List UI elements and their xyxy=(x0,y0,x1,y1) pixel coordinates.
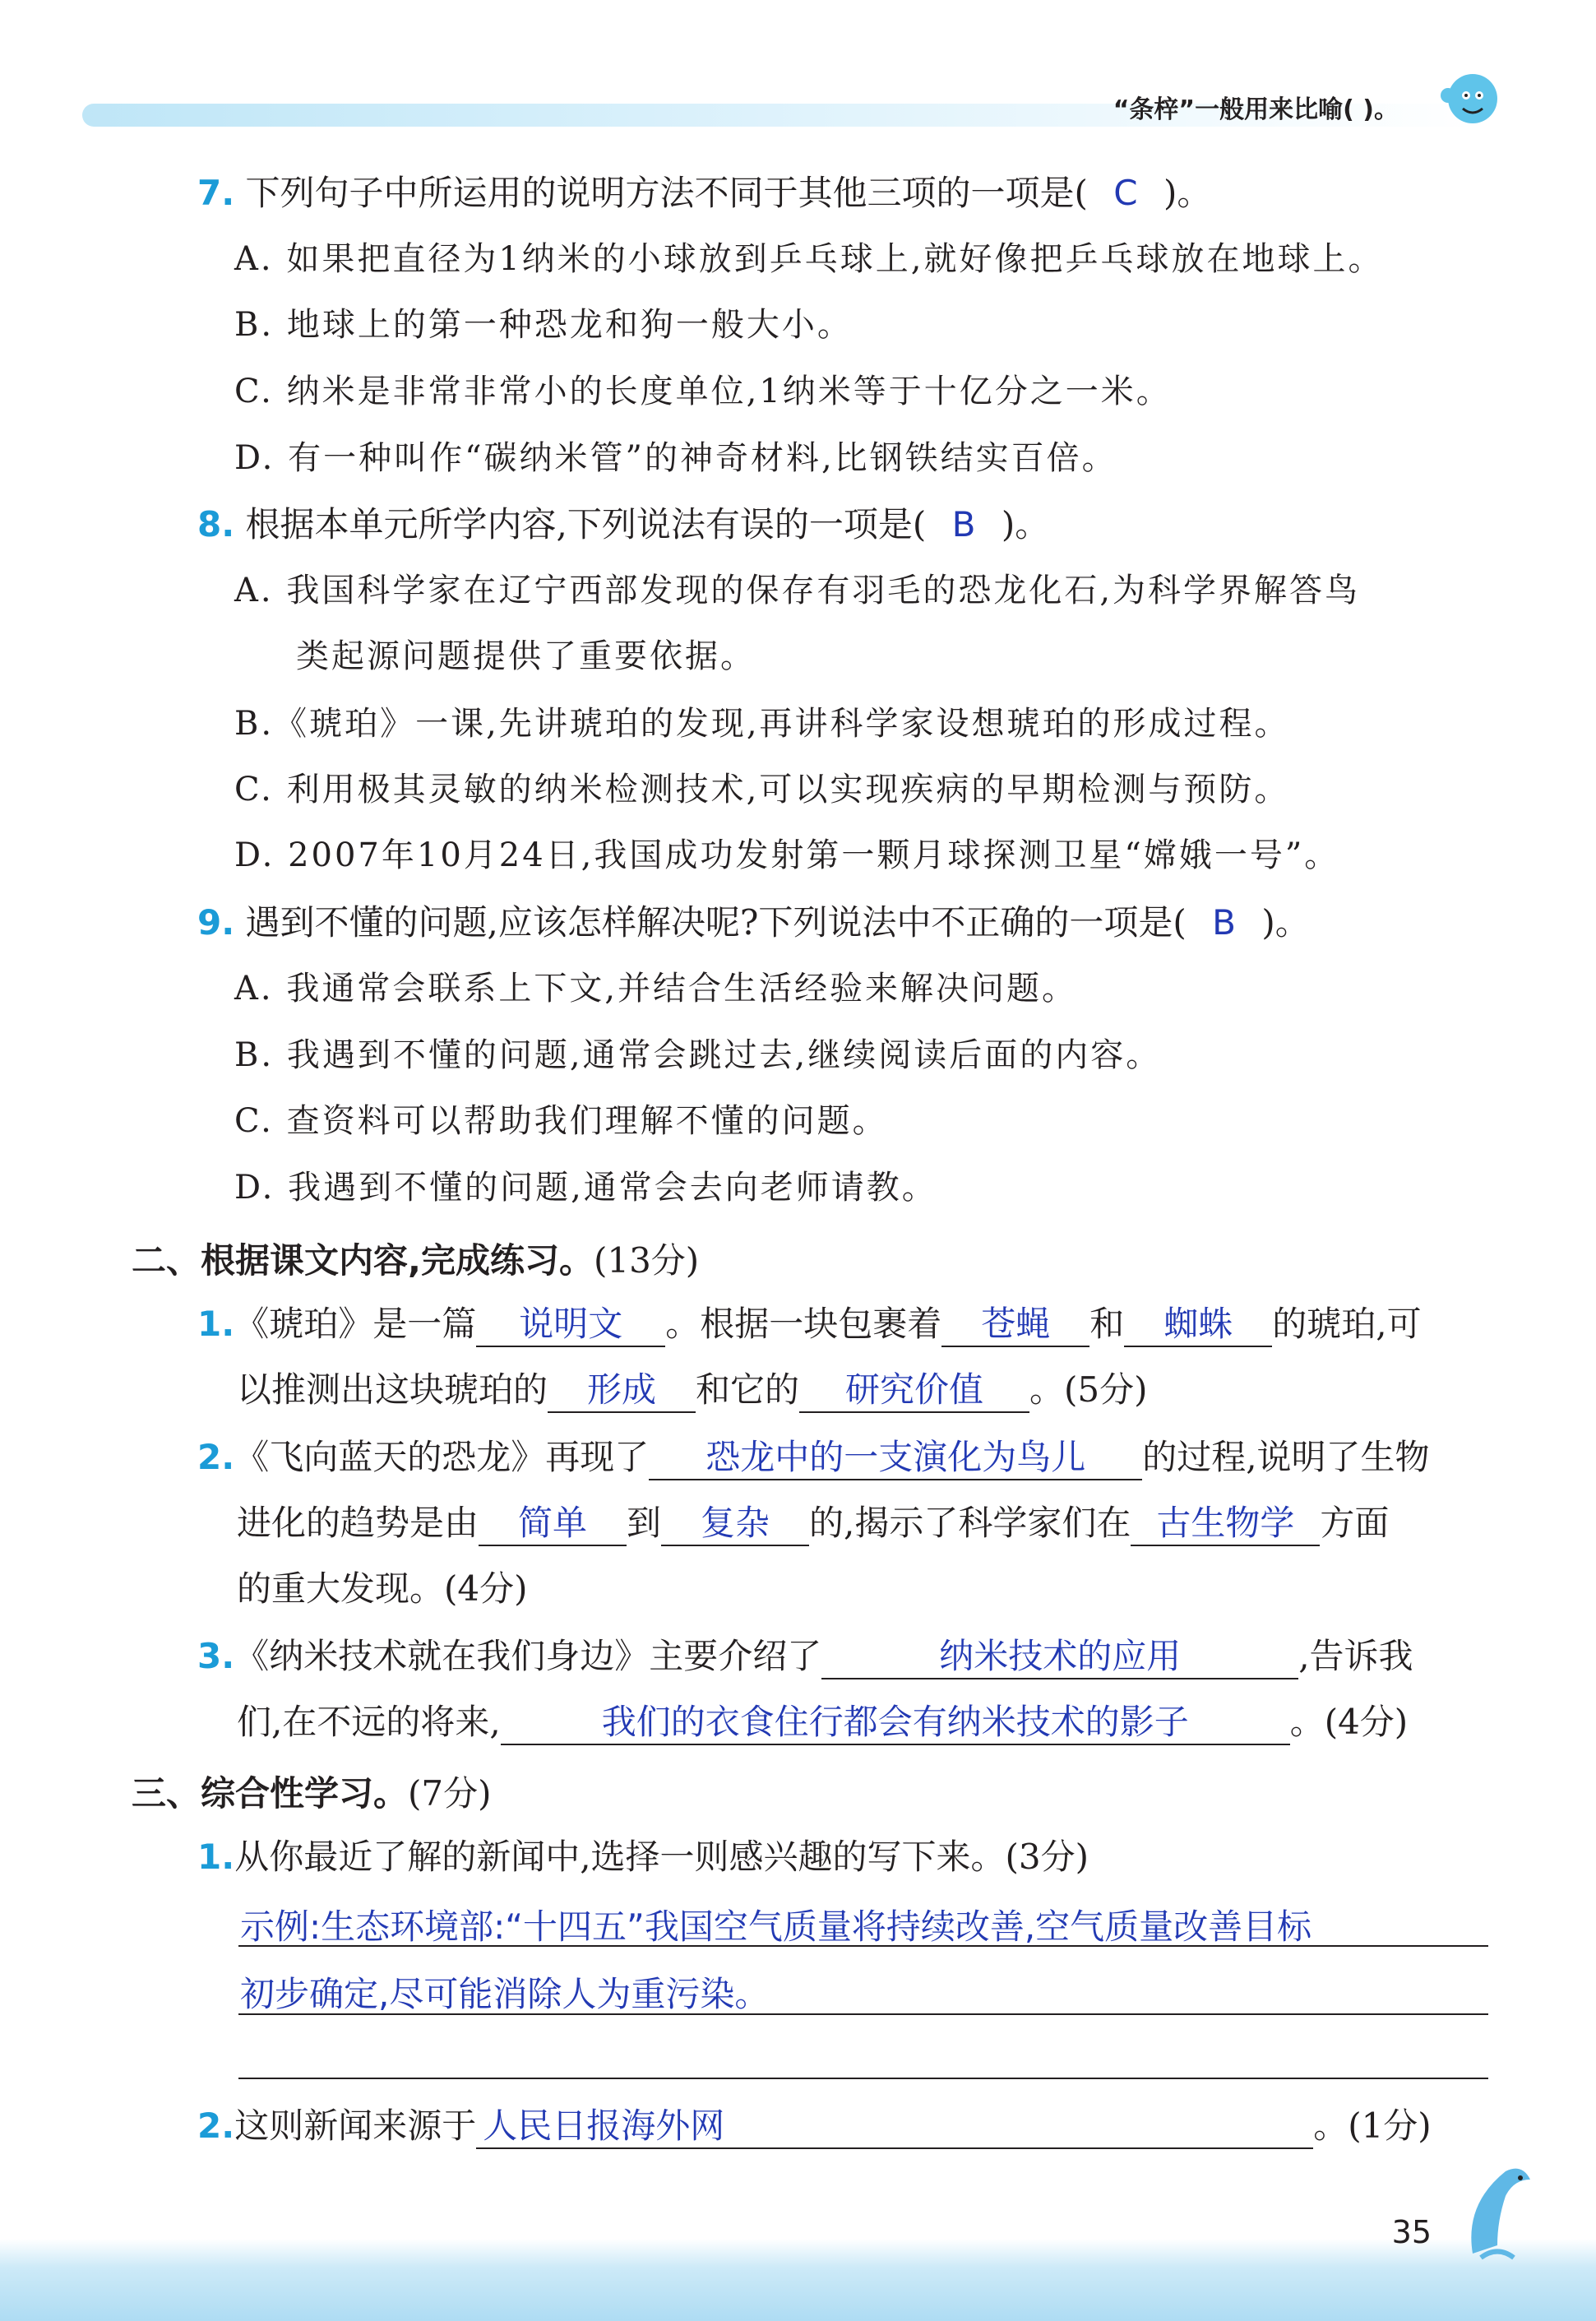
section-3-title: 三、综合性学习。(7分) xyxy=(132,1773,492,1814)
answer-blank: 恐龙中的一支演化为鸟儿 xyxy=(649,1436,1142,1480)
question-text: 下列句子中所运用的说明方法不同于其他三项的一项是( xyxy=(245,173,1088,213)
option-b: B. 我遇到不懂的问题,通常会跳过去,继续阅读后面的内容。 xyxy=(234,1036,1162,1074)
question-8: 8. 根据本单元所学内容,下列说法有误的一项是( B )。 xyxy=(197,504,1050,544)
option-a: A. 我通常会联系上下文,并结合生活经验来解决问题。 xyxy=(234,970,1078,1008)
fill-item-3: 3.《纳米技术就在我们身边》主要介绍了 纳米技术的应用 ,告诉我 xyxy=(197,1632,1413,1681)
answer-blank: 纳米技术的应用 xyxy=(821,1635,1298,1679)
comprehensive-item-2: 2.这则新闻来源于 人民日报海外网 。(1分) xyxy=(197,2101,1432,2151)
fill-item-2-line-2: 进化的趋势是由 简单 到 复杂 的,揭示了科学家们在 古生物学 方面 xyxy=(237,1499,1389,1548)
page-number: 35 xyxy=(1391,2214,1432,2250)
option-a: A. 如果把直径为1纳米的小球放到乒乓球上,就好像把乒乓球放在地球上。 xyxy=(234,240,1384,278)
header-note: “条梓”一般用来比喻( )。 xyxy=(1113,95,1399,124)
option-a-continued: 类起源问题提供了重要依据。 xyxy=(296,637,756,675)
option-c: C. 查资料可以帮助我们理解不懂的问题。 xyxy=(234,1102,888,1140)
answer-blank: 我们的衣食住行都会有纳米技术的影子 xyxy=(501,1701,1290,1745)
fill-item-2: 2.《飞向蓝天的恐龙》再现了 恐龙中的一支演化为鸟儿 的过程,说明了生物 xyxy=(197,1433,1430,1482)
dolphin-icon xyxy=(1448,2155,1547,2270)
option-c: C. 利用极其灵敏的纳米检测技术,可以实现疾病的早期检测与预防。 xyxy=(234,771,1290,808)
answer-choice: B xyxy=(1212,902,1236,943)
writing-line xyxy=(238,1945,1488,1947)
question-text: 根据本单元所学内容,下列说法有误的一项是( xyxy=(245,504,927,544)
answer-blank: 复杂 xyxy=(661,1502,809,1546)
writing-line xyxy=(238,2078,1488,2079)
answer-blank: 蜘蛛 xyxy=(1124,1303,1272,1347)
option-c: C. 纳米是非常非常小的长度单位,1纳米等于十亿分之一米。 xyxy=(234,373,1172,410)
written-answer-line-2: 初步确定,尽可能消除人为重污染。 xyxy=(240,1974,770,2014)
fill-item-2-line-3: 的重大发现。(4分) xyxy=(237,1568,528,1609)
answer-blank: 人民日报海外网 xyxy=(476,2105,1313,2149)
option-a: A. 我国科学家在辽宁西部发现的保存有羽毛的恐龙化石,为科学界解答鸟 xyxy=(234,572,1361,609)
written-answer-line-1: 示例:生态环境部:“十四五”我国空气质量将持续改善,空气质量改善目标 xyxy=(240,1906,1312,1947)
question-text: 遇到不懂的问题,应该怎样解决呢?下列说法中不正确的一项是( xyxy=(245,902,1187,943)
question-7: 7. 下列句子中所运用的说明方法不同于其他三项的一项是( C )。 xyxy=(197,173,1212,213)
monkey-mascot-icon xyxy=(1430,59,1506,135)
footer-band xyxy=(0,2239,1596,2321)
option-b: B.《琥珀》一课,先讲琥珀的发现,再讲科学家设想琥珀的形成过程。 xyxy=(234,705,1290,743)
option-d: D. 2007年10月24日,我国成功发射第一颗月球探测卫星“嫦娥一号”。 xyxy=(234,836,1340,874)
option-d: D. 我遇到不懂的问题,通常会去向老师请教。 xyxy=(234,1169,937,1207)
writing-line xyxy=(238,2013,1488,2015)
fill-item-3-line-2: 们,在不远的将来, 我们的衣食住行都会有纳米技术的影子 。(4分) xyxy=(237,1698,1408,1747)
fill-item-1-line-2: 以推测出这块琥珀的 形成 和它的 研究价值 。(5分) xyxy=(237,1365,1148,1415)
fill-item-1: 1.《琥珀》是一篇 说明文 。根据一块包裹着 苍蝇 和 蜘蛛 的琥珀,可 xyxy=(197,1299,1422,1349)
answer-choice: C xyxy=(1113,173,1138,213)
option-b: B. 地球上的第一种恐龙和狗一般大小。 xyxy=(234,306,853,344)
answer-blank: 说明文 xyxy=(476,1303,665,1347)
section-2-title: 二、根据课文内容,完成练习。(13分) xyxy=(132,1240,700,1281)
answer-blank: 苍蝇 xyxy=(941,1303,1089,1347)
question-9: 9. 遇到不懂的问题,应该怎样解决呢?下列说法中不正确的一项是( B )。 xyxy=(197,902,1310,943)
answer-blank: 研究价值 xyxy=(799,1369,1029,1413)
answer-choice: B xyxy=(951,504,976,544)
answer-blank: 古生物学 xyxy=(1131,1502,1320,1546)
answer-blank: 形成 xyxy=(548,1369,696,1413)
option-d: D. 有一种叫作“碳纳米管”的神奇材料,比钢铁结实百倍。 xyxy=(234,439,1117,477)
answer-blank: 简单 xyxy=(479,1502,627,1546)
comprehensive-item-1: 1.从你最近了解的新闻中,选择一则感兴趣的写下来。(3分) xyxy=(197,1837,1089,1877)
